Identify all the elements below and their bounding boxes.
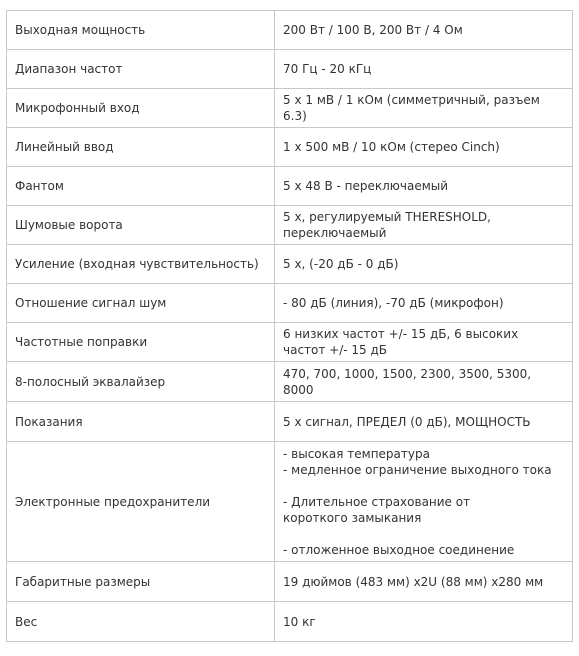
spec-row-mic-input bbox=[7, 89, 573, 128]
spec-row-snr bbox=[7, 284, 573, 323]
spec-row-noise-gate bbox=[7, 206, 573, 245]
spec-row-line-input bbox=[7, 128, 573, 167]
list-spacer bbox=[283, 526, 564, 542]
list-item: - Длительное страхование от короткого замыкания bbox=[283, 494, 471, 525]
spec-value: 1 x 500 мВ / 10 кОм (стерео Cinch) bbox=[275, 128, 573, 167]
spec-label: Шумовые ворота bbox=[7, 206, 275, 245]
spec-value: 470, 700, 1000, 1500, 2300, 3500, 5300, 8000 bbox=[275, 362, 573, 402]
spec-label: Выходная мощность bbox=[7, 11, 275, 50]
protection-list bbox=[283, 445, 564, 559]
spec-value: 5 x 1 мВ / 1 кОм (симметричный, разъем 6.3) bbox=[275, 89, 573, 128]
spec-row-gain bbox=[7, 245, 573, 284]
spec-label: Электронные предохранители bbox=[7, 442, 275, 562]
spec-value: 6 низких частот +/- 15 дБ, 6 высоких частот +/- 15 дБ bbox=[275, 323, 573, 362]
spec-label: Габаритные размеры bbox=[7, 562, 275, 602]
spec-label: Частотные поправки bbox=[7, 323, 275, 362]
spec-label: Усиление (входная чувствительность) bbox=[7, 245, 275, 284]
spec-row-tone-controls bbox=[7, 323, 573, 362]
spec-value: 200 Вт / 100 В, 200 Вт / 4 Ом bbox=[275, 11, 573, 50]
spec-row-indicators bbox=[7, 402, 573, 442]
spec-value: 19 дюймов (483 мм) x2U (88 мм) x280 мм bbox=[275, 562, 573, 602]
spec-row-equalizer bbox=[7, 362, 573, 402]
spec-row-weight bbox=[7, 602, 573, 642]
spec-label: Вес bbox=[7, 602, 275, 642]
spec-row-protection bbox=[7, 442, 573, 562]
spec-label: Микрофонный вход bbox=[7, 89, 275, 128]
list-item: - медленное ограничение выходного тока bbox=[283, 462, 552, 477]
list-spacer bbox=[283, 478, 564, 494]
spec-label: Показания bbox=[7, 402, 275, 442]
list-item: - отложенное выходное соединение bbox=[283, 542, 515, 557]
spec-value-list bbox=[275, 442, 573, 562]
spec-label: Отношение сигнал шум bbox=[7, 284, 275, 323]
list-item: - высокая температура bbox=[283, 446, 430, 461]
spec-value: 5 x, (-20 дБ - 0 дБ) bbox=[275, 245, 573, 284]
spec-row-frequency-range bbox=[7, 50, 573, 89]
spec-label: 8-полосный эквалайзер bbox=[7, 362, 275, 402]
specifications-table bbox=[6, 10, 573, 642]
spec-label: Фантом bbox=[7, 167, 275, 206]
spec-label: Линейный ввод bbox=[7, 128, 275, 167]
spec-value: 5 x сигнал, ПРЕДЕЛ (0 дБ), МОЩНОСТЬ bbox=[275, 402, 573, 442]
spec-row-phantom bbox=[7, 167, 573, 206]
spec-row-output-power bbox=[7, 11, 573, 50]
spec-value: 5 x 48 В - переключаемый bbox=[275, 167, 573, 206]
spec-value: 10 кг bbox=[275, 602, 573, 642]
spec-value: 70 Гц - 20 кГц bbox=[275, 50, 573, 89]
spec-row-dimensions bbox=[7, 562, 573, 602]
spec-value: 5 x, регулируемый THERESHOLD, переключаемый bbox=[275, 206, 573, 245]
spec-value: - 80 дБ (линия), -70 дБ (микрофон) bbox=[275, 284, 573, 323]
spec-label: Диапазон частот bbox=[7, 50, 275, 89]
